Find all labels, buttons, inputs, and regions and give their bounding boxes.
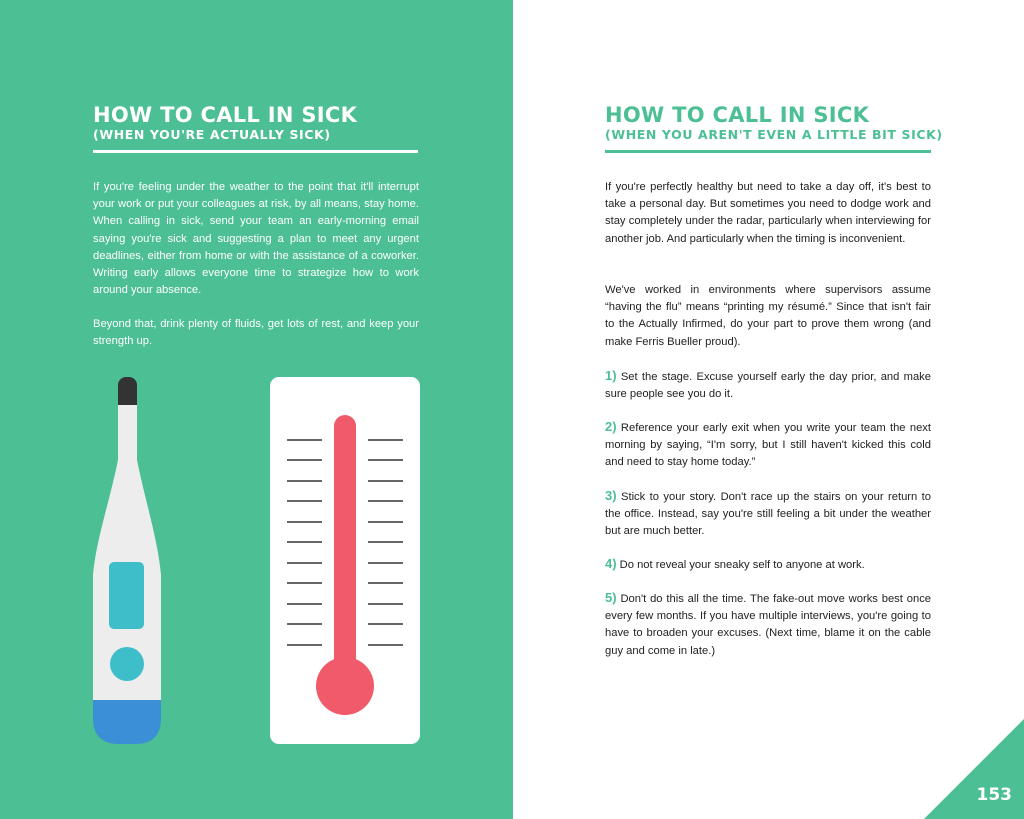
digital-thermometer-icon	[93, 377, 161, 744]
tip-5	[605, 589, 931, 660]
tip-4-text: Do not reveal your sneaky self to anyone at work.	[619, 559, 865, 571]
tip-1-text: Set the stage. Excuse yourself early the day prior, and make sure people see you do it.	[605, 371, 932, 401]
tip-3-number: 3)	[605, 488, 617, 503]
thermometer-mercury-column	[334, 415, 356, 675]
tip-3-text: Stick to your story. Don't race up the stairs on your return to the office. Instead, say you're still feeling a bit under the weather but are much better.	[605, 491, 931, 538]
tip-5-number: 5)	[605, 590, 617, 605]
tip-2	[605, 418, 931, 472]
digital-thermometer-button	[110, 647, 144, 681]
mercury-thermometer-icon	[270, 377, 420, 744]
right-paragraph-2: We've worked in environments where supervisors assume “having the flu” means “printing my résumé.” Since that isn't fair to the Actually Infirmed, do your part to prove them wrong (and make Ferris Bueller proud).	[605, 284, 931, 348]
page-number: 153	[976, 785, 1012, 805]
tip-2-number: 2)	[605, 419, 617, 434]
left-paragraph-2: Beyond that, drink plenty of fluids, get lots of rest, and keep your strength up.	[93, 318, 419, 348]
left-heading-subtitle: (WHEN YOU'RE ACTUALLY SICK)	[93, 127, 331, 142]
tip-2-text: Reference your early exit when you write your team the next morning by saying, “I'm sorry, but I still haven't kicked this cold and need to stay home today.”	[605, 422, 932, 469]
tip-1-number: 1)	[605, 368, 617, 383]
tip-1	[605, 367, 931, 403]
left-heading-title: HOW TO CALL IN SICK	[93, 103, 358, 127]
right-heading-subtitle: (WHEN YOU AREN'T EVEN A LITTLE BIT SICK)	[605, 127, 943, 142]
right-heading	[605, 103, 943, 143]
tip-4	[605, 555, 931, 574]
tip-4-number: 4)	[605, 556, 617, 571]
thermometer-bulb	[316, 657, 374, 715]
digital-thermometer-display	[109, 562, 144, 629]
left-paragraph-1: If you're feeling under the weather to the point that it'll interrupt your work or put your colleagues at risk, by all means, stay home. When calling in sick, send your team an early-morning email saying you're sick and suggesting a plan to meet any urgent deadlines, either from home or with the assistance of a coworker. Writing early allows everyone time to strategize how to work around your absence.	[93, 181, 419, 297]
right-heading-rule	[605, 150, 931, 153]
right-heading-title: HOW TO CALL IN SICK	[605, 103, 870, 127]
right-page	[513, 0, 1024, 819]
tip-3	[605, 487, 931, 541]
digital-thermometer-base	[93, 700, 161, 744]
right-paragraph-1: If you're perfectly healthy but need to take a day off, it's best to take a personal day. But sometimes you need to dodge work and stay completely under the radar, particularly when interviewing for another job. And particularly when the timing is inconvenient.	[605, 181, 931, 245]
tip-5-text: Don't do this all the time. The fake-out move works best once every few months. If you have multiple interviews, you're going to have to broaden your excuses. (Next time, blame it on the cable guy and come in late.)	[605, 593, 932, 657]
